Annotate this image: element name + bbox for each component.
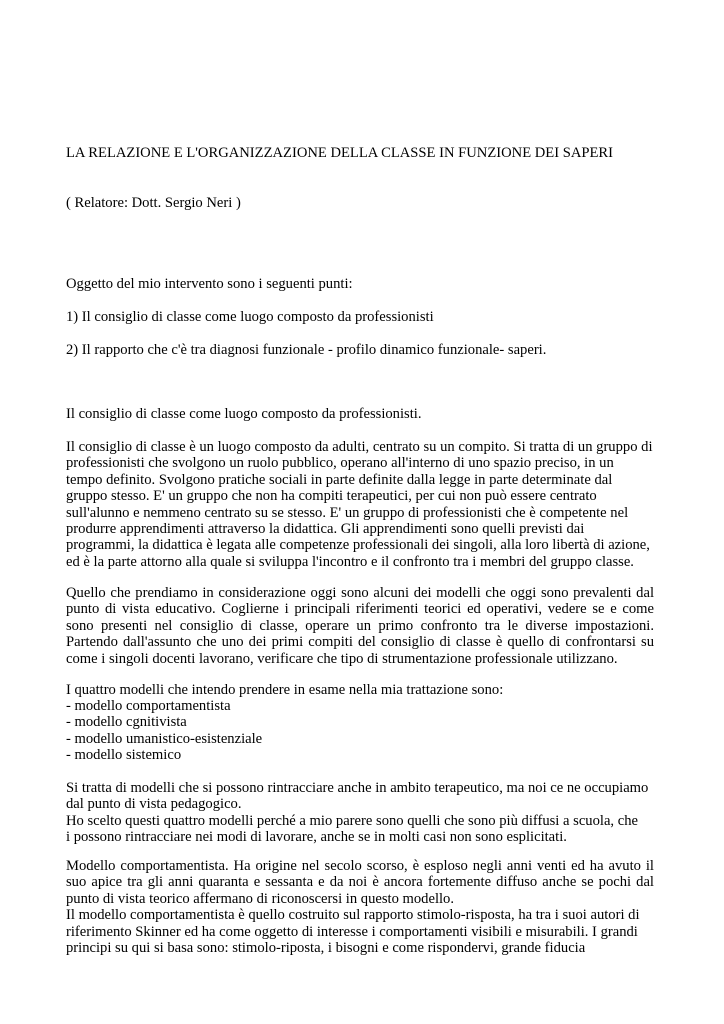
point-item: 2) Il rapporto che c'è tra diagnosi funzionale - profilo dinamico funzionale- saperi. — [66, 342, 547, 358]
speaker-line: ( Relatore: Dott. Sergio Neri ) — [66, 195, 241, 211]
paragraph-text: Modello comportamentista. Ha origine nel secolo scorso, è esploso negli anni venti ed ha avuto il suo apice tra gli anni quaranta e sessanta e da noi è ancora fortemente diffuso anche se pochi dal punto di vista teorico affermano di riconoscersi in questo modello. — [66, 858, 654, 907]
model-item: - modello cgnitivista — [66, 714, 187, 731]
section-heading: Il consiglio di classe come luogo composto da professionisti. — [66, 406, 422, 422]
text-line: ed è la parte attorno alla quale si sviluppa l'incontro e il confronto tra i membri del gruppo classe. — [66, 553, 634, 570]
text-line: tempo definito. Svolgono pratiche sociali in parte definite dalla legge in parte determinate dal — [66, 471, 613, 488]
text-line: gruppo stesso. E' un gruppo che non ha compiti terapeutici, per cui non può essere centrato — [66, 488, 597, 505]
text-line: produrre apprendimenti attraverso la didattica. Gli apprendimenti sono quelli previsti dai — [66, 521, 585, 538]
text-line: i possono rintracciare nei modi di lavorare, anche se in molti casi non sono esplicitati. — [66, 829, 567, 846]
document-title: LA RELAZIONE E L'ORGANIZZAZIONE DELLA CLASSE IN FUNZIONE DEI SAPERI — [66, 145, 614, 161]
text-line: principi su qui si basa sono: stimolo-riposta, i bisogni e come rispondervi, grande fiducia — [66, 940, 586, 957]
text-line: Il consiglio di classe è un luogo composto da adulti, centrato su un compito. Si tratta di un gruppo di — [66, 439, 653, 455]
paragraph-text: Quello che prendiamo in considerazione oggi sono alcuni dei modelli che oggi sono prevalenti dal punto di vista educativo. Coglierne i principali riferimenti teorici ed operativi, vedere se e come sono presenti nel consiglio di classe, operare un primo confronto tra le diverse impostazioni. Partendo dall'assunto che uno dei primi compiti del consiglio di classe è quello di confrontarsi su come i singoli docenti lavorano, verificare che tipo di strumentazione professionale utilizzano. — [66, 585, 654, 667]
text-line: Il modello comportamentista è quello costruito sul rapporto stimolo-risposta, ha tra i suoi autori di — [66, 907, 640, 924]
text-line: sull'alunno e nemmeno centrato su se stesso. E' un gruppo di professionisti che è competente nel — [66, 504, 629, 521]
model-item: - modello umanistico-esistenziale — [66, 730, 263, 747]
text-line: professionisti che svolgono un ruolo pubblico, operano all'interno di uno spazio preciso, in un — [66, 455, 614, 472]
model-item: - modello sistemico — [66, 747, 182, 764]
text-line: Ho scelto questi quattro modelli perché a mio parere sono quelli che sono più diffusi a scuola, che — [66, 812, 638, 829]
text-line: riferimento Skinner ed ha come oggetto di interesse i comportamenti visibili e misurabili. I grandi — [66, 923, 638, 940]
model-item: - modello comportamentista — [66, 698, 231, 714]
paragraph-behaviorism — [66, 858, 654, 956]
intro-line: Oggetto del mio intervento sono i seguenti punti: — [66, 276, 353, 292]
text-line: dal punto di vista pedagogico. — [66, 796, 242, 813]
text-line: Si tratta di modelli che si possono rintracciare anche in ambito terapeutico, ma noi ce ne occupiamo — [66, 780, 649, 796]
paragraph-council — [66, 439, 654, 570]
point-item: 1) Il consiglio di classe come luogo composto da professionisti — [66, 309, 434, 325]
paragraph-models-overview — [66, 585, 654, 667]
models-list — [66, 698, 262, 764]
paragraph-therapeutic — [66, 780, 654, 846]
text-line: programmi, la didattica è legata alle competenze professionali dei singoli, alla loro libertà di azione, — [66, 537, 650, 554]
models-intro: I quattro modelli che intendo prendere in esame nella mia trattazione sono: — [66, 682, 504, 698]
